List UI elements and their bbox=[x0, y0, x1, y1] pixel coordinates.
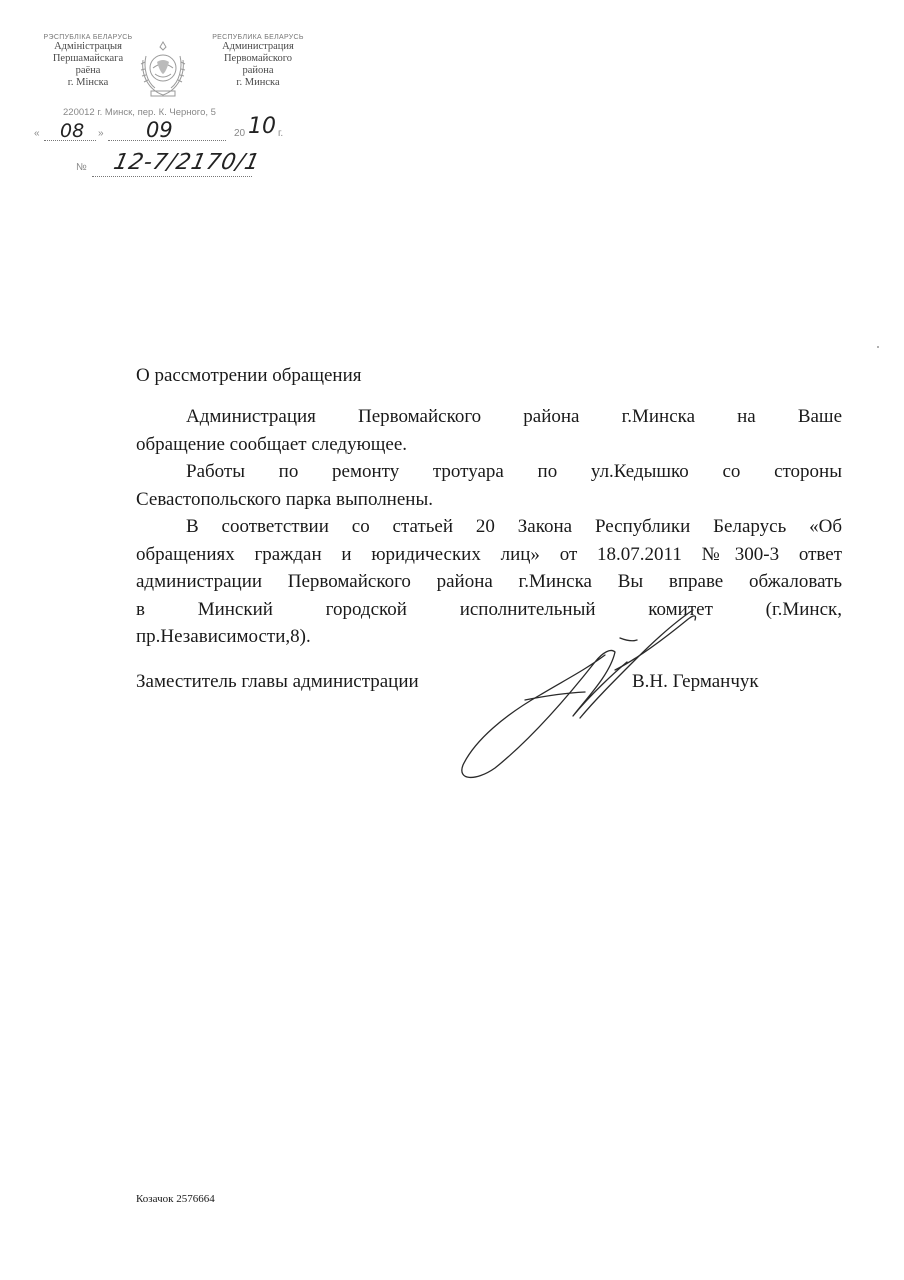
number-handwritten: 12-7/2170/1 bbox=[111, 150, 263, 175]
date-month: 09 bbox=[146, 118, 173, 142]
date-suffix: г. bbox=[278, 128, 284, 139]
letterhead-russian bbox=[198, 34, 318, 89]
paragraph-3-line-4: в Минский городской исполнительный комитет (г.Минск, bbox=[136, 598, 842, 620]
letterhead-number bbox=[28, 148, 318, 182]
letterhead-country-ru: РЕСПУБЛИКА БЕЛАРУСЬ bbox=[212, 34, 304, 41]
signer-name: В.Н. Германчук bbox=[632, 671, 759, 692]
paragraph-3-line-2: обращениях граждан и юридических лиц» от 18.07.2011 №300-3 ответ bbox=[136, 543, 842, 565]
letterhead-belarusian bbox=[28, 34, 148, 89]
paragraph-2-line-2: Севастопольского парка выполнены. bbox=[136, 488, 433, 510]
letterhead-date bbox=[28, 114, 318, 144]
date-open-quote: « bbox=[34, 128, 40, 139]
letterhead-org-by-3: раёна bbox=[75, 65, 101, 76]
letterhead-org-ru-1: Администрация bbox=[222, 41, 294, 52]
letterhead bbox=[28, 34, 318, 184]
letterhead-org-by-2: Першамайскага bbox=[52, 53, 124, 64]
letterhead-org-ru-2: Первомайского bbox=[223, 53, 293, 64]
paragraph-3-line-1: В соответствии со статьей 20 Закона Республики Беларусь «Об bbox=[186, 516, 842, 537]
paragraph-3-line-3: администрации Первомайского района г.Минска Вы вправе обжаловать bbox=[136, 571, 842, 592]
handwritten-signature-icon bbox=[455, 600, 715, 790]
letterhead-org-ru-3: района bbox=[242, 65, 274, 76]
number-label: № bbox=[76, 162, 87, 173]
paragraph-1-line-2: обращение сообщает следующее. bbox=[136, 433, 408, 455]
letterhead-org-ru-4: г. Минска bbox=[236, 77, 280, 88]
number-line bbox=[92, 176, 252, 177]
paragraph-3-line-5: пр.Независимости,8). bbox=[136, 626, 311, 647]
signer-position: Заместитель главы администрации bbox=[136, 671, 419, 692]
date-close-quote: » bbox=[98, 128, 104, 139]
paragraph-2-line-1: Работы по ремонту тротуара по ул.Кедышко со стороны bbox=[186, 461, 842, 482]
state-emblem-icon bbox=[133, 38, 193, 100]
letterhead-country-by: РЭСПУБЛІКА БЕЛАРУСЬ bbox=[43, 34, 133, 41]
letterhead-org-by-1: Адміністрацыя bbox=[54, 41, 122, 52]
letterhead-address: 220012 г. Минск, пер. К. Черного, 5 bbox=[63, 107, 216, 118]
date-year-handwritten: 10 bbox=[248, 114, 276, 139]
paragraph-1-line-1: Администрация Первомайского района г.Минска на Ваше bbox=[186, 406, 842, 427]
letterhead-org-by-4: г. Мінска bbox=[67, 77, 109, 88]
date-day: 08 bbox=[60, 120, 85, 142]
scan-speck bbox=[877, 346, 879, 348]
letter-subject: О рассмотрении обращения bbox=[136, 365, 362, 386]
date-year-prefix: 20 bbox=[234, 128, 246, 139]
executor-note: Козачок 2576664 bbox=[136, 1193, 215, 1205]
